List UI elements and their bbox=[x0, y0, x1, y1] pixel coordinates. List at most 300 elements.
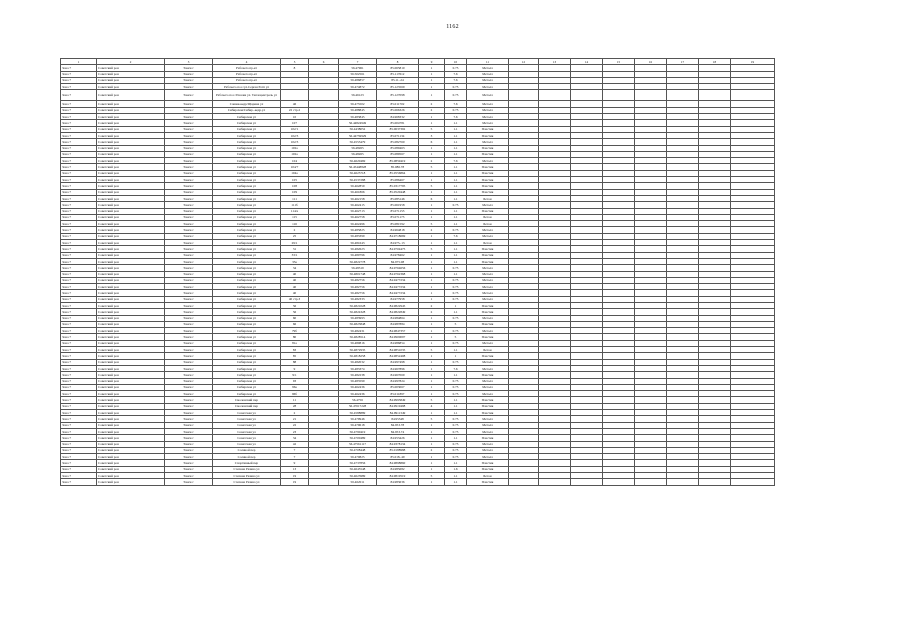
table-cell: 1 bbox=[419, 177, 445, 183]
table-cell: Советский рон bbox=[97, 277, 165, 283]
table-cell: 56.462713 bbox=[339, 208, 377, 214]
table-cell: 85.123569 bbox=[377, 84, 419, 90]
table-cell: Зона 7 bbox=[61, 164, 97, 170]
table-cell: 85.085146 bbox=[377, 195, 419, 201]
table-cell: 56.482756 bbox=[339, 277, 377, 283]
table-cell: Сибирская ул bbox=[213, 240, 281, 246]
table-cell: Металл bbox=[467, 391, 509, 397]
table-cell: 56.482623 bbox=[339, 246, 377, 252]
table-cell: Томск г bbox=[165, 221, 213, 227]
table-cell: Рабочего пр-кт bbox=[213, 71, 281, 77]
table-cell: 5 bbox=[419, 473, 445, 479]
table-cell: 1 bbox=[419, 460, 445, 466]
table-cell: Металл bbox=[467, 202, 509, 208]
table-cell: 56.47561117 bbox=[339, 441, 377, 447]
table-cell: Сибирская ул bbox=[213, 164, 281, 170]
table-cell: 56.462011 bbox=[339, 479, 377, 485]
table-cell: Металл bbox=[467, 265, 509, 271]
table-cell: 0.75 bbox=[445, 340, 467, 346]
table-cell: 22 bbox=[281, 422, 309, 428]
table-cell: 85 bbox=[281, 353, 309, 359]
table-cell: Зона 7 bbox=[61, 258, 97, 264]
table-cell: 85.089567 bbox=[377, 151, 419, 157]
table-cell: Советский рон bbox=[97, 145, 165, 151]
table-cell: Томск г bbox=[165, 359, 213, 365]
table-cell: Зона 7 bbox=[61, 101, 97, 107]
column-number: 8 bbox=[377, 59, 419, 65]
table-cell: Томск г bbox=[165, 126, 213, 132]
table-cell: Зона 7 bbox=[61, 441, 97, 447]
table-cell: Сибирская ул bbox=[213, 183, 281, 189]
table-cell: 84.977958 bbox=[377, 296, 419, 302]
table-cell: Пластик bbox=[467, 258, 509, 264]
table-cell bbox=[509, 479, 539, 485]
table-cell: Зона 7 bbox=[61, 284, 97, 290]
table-cell: Советский рон bbox=[97, 334, 165, 340]
table-cell: Пластик bbox=[467, 403, 509, 409]
table-cell: 0.75 bbox=[445, 454, 467, 460]
table-cell: 1 bbox=[419, 214, 445, 220]
table-cell: 0.75 bbox=[445, 422, 467, 428]
table-cell: 1 bbox=[419, 296, 445, 302]
table-cell: Сибирская ул bbox=[213, 265, 281, 271]
table-cell: 0.75 bbox=[445, 359, 467, 365]
table-cell: 0.75 bbox=[445, 290, 467, 296]
table-cell: Советский рон bbox=[97, 139, 165, 145]
table-cell: 56.479946 bbox=[339, 416, 377, 422]
table-cell: 40 bbox=[281, 271, 309, 277]
table-cell: 84.95348 bbox=[377, 416, 419, 422]
table-cell: Сибирская ул bbox=[213, 296, 281, 302]
table-cell: Сибирская ул bbox=[213, 328, 281, 334]
table-cell: Зона 7 bbox=[61, 460, 97, 466]
table-cell: 84.9847357 bbox=[377, 328, 419, 334]
table-cell: Сибирская ул bbox=[213, 189, 281, 195]
table-cell: 85.081592 bbox=[377, 221, 419, 227]
table-cell: 81а bbox=[281, 340, 309, 346]
table-cell: 116 bbox=[281, 221, 309, 227]
table-cell: 85.065810 bbox=[377, 65, 419, 71]
table-cell: 2 bbox=[281, 227, 309, 233]
table-cell: Сибирская ул bbox=[213, 391, 281, 397]
table-cell: 0.75 bbox=[445, 202, 467, 208]
table-cell: Сибирская ул bbox=[213, 290, 281, 296]
table-cell: Зона 7 bbox=[61, 271, 97, 277]
table-cell: Сибирская/Сибир.-кедр.ул bbox=[213, 107, 281, 113]
table-cell: 1 bbox=[419, 353, 445, 359]
table-cell: 84.985682 bbox=[377, 466, 419, 472]
table-cell: 8 bbox=[281, 65, 309, 71]
table-cell: Зона 7 bbox=[61, 359, 97, 365]
table-cell: Зона 7 bbox=[61, 221, 97, 227]
table-cell: Металл bbox=[467, 315, 509, 321]
table-cell: Сибирская ул bbox=[213, 353, 281, 359]
table-cell: 56.4645548 bbox=[339, 466, 377, 472]
table-cell: 84.9852408 bbox=[377, 353, 419, 359]
table-cell: 0.75 bbox=[445, 107, 467, 113]
table-cell: Сибирская ул bbox=[213, 384, 281, 390]
table-cell: 0.75 bbox=[445, 90, 467, 101]
table-cell: 1 bbox=[419, 435, 445, 441]
table-cell: Советский рон bbox=[97, 403, 165, 409]
table-cell: Советский рон bbox=[97, 84, 165, 90]
table-cell: Пластик bbox=[467, 410, 509, 416]
table-cell: Сибирская ул bbox=[213, 233, 281, 239]
table-cell: 2 bbox=[419, 158, 445, 164]
table-cell: 1 bbox=[419, 252, 445, 258]
table-cell: 56.486857 bbox=[339, 77, 377, 83]
table-cell: Советский рон bbox=[97, 397, 165, 403]
table-cell: Металл bbox=[467, 454, 509, 460]
table-cell: Зона 7 bbox=[61, 384, 97, 390]
column-number: 2 bbox=[97, 59, 165, 65]
table-cell: Рабочего пос./ул.Сергея Ротп ул bbox=[213, 84, 281, 90]
table-cell: 56.4756 bbox=[339, 397, 377, 403]
table-cell: Металл bbox=[467, 277, 509, 283]
table-cell: 104а bbox=[281, 170, 309, 176]
table-cell: 56.4588889 bbox=[339, 410, 377, 416]
table-cell: Сибирская ул bbox=[213, 221, 281, 227]
table-cell: 84.975.08 bbox=[377, 258, 419, 264]
table-cell: Томск г bbox=[165, 296, 213, 302]
table-cell: 1 bbox=[419, 321, 445, 327]
table-cell: Советская ул bbox=[213, 435, 281, 441]
table-cell bbox=[699, 90, 731, 101]
table-cell: Томск г bbox=[165, 391, 213, 397]
address-table bbox=[60, 58, 775, 486]
table-cell: 1 bbox=[419, 90, 445, 101]
table-cell: 84.953.74 bbox=[377, 428, 419, 434]
table-cell: Сибирская ул bbox=[213, 214, 281, 220]
table-cell: 56.45448828 bbox=[339, 164, 377, 170]
table-cell: 84.9851035 bbox=[377, 347, 419, 353]
table-cell: Томск г bbox=[165, 139, 213, 145]
table-cell: 56.48319 bbox=[339, 265, 377, 271]
table-cell: Смоленский пер bbox=[213, 403, 281, 409]
table-cell: Бетон bbox=[467, 347, 509, 353]
table-cell: 84.9819519 bbox=[377, 473, 419, 479]
table-cell: 56.482756 bbox=[339, 284, 377, 290]
table-cell: Зона 7 bbox=[61, 466, 97, 472]
table-cell: Советский рон bbox=[97, 164, 165, 170]
table-cell: 84.9822849 bbox=[377, 309, 419, 315]
table-cell: 1 bbox=[419, 334, 445, 340]
table-cell: 56.482032 bbox=[339, 359, 377, 365]
table-cell bbox=[603, 90, 635, 101]
table-cell: Зона 7 bbox=[61, 139, 97, 145]
table-cell: 85.066326 bbox=[377, 107, 419, 113]
table-cell: 0.75 bbox=[445, 428, 467, 434]
table-cell: Советская ул bbox=[213, 410, 281, 416]
table-cell: Сибирская ул bbox=[213, 158, 281, 164]
table-cell: 1.1 bbox=[445, 347, 467, 353]
table-cell: 79б bbox=[281, 328, 309, 334]
table-cell: Советский рон bbox=[97, 372, 165, 378]
table-cell: 5 bbox=[419, 246, 445, 252]
table-cell: Соляной пер bbox=[213, 447, 281, 453]
table-cell: 104/7 bbox=[281, 164, 309, 170]
table-cell: Сибирская ул bbox=[213, 284, 281, 290]
table-cell: Спортивный пер bbox=[213, 460, 281, 466]
table-cell: 23 bbox=[281, 428, 309, 434]
table-cell: 56.4790419 bbox=[339, 428, 377, 434]
table-cell: Томск г bbox=[165, 340, 213, 346]
table-cell: Сибирская ул bbox=[213, 258, 281, 264]
table-cell: Зона 7 bbox=[61, 340, 97, 346]
table-cell: 1.1 bbox=[445, 189, 467, 195]
table-cell: 1 bbox=[419, 202, 445, 208]
table-cell: Советский рон bbox=[97, 77, 165, 83]
table-cell: 0.75 bbox=[445, 227, 467, 233]
table-cell: 22 стр.2 bbox=[281, 107, 309, 113]
table-cell: Сибирская ул bbox=[213, 139, 281, 145]
table-cell: Зона 7 bbox=[61, 428, 97, 434]
table-cell: Томск г bbox=[165, 454, 213, 460]
table-cell: Томск г bbox=[165, 403, 213, 409]
table-cell: 42 bbox=[281, 441, 309, 447]
table-cell: Советский рон bbox=[97, 132, 165, 138]
table-cell: 84.967069 bbox=[377, 372, 419, 378]
table-cell: 84.9919498 bbox=[377, 403, 419, 409]
table-cell: 56.4824328 bbox=[339, 309, 377, 315]
table-cell: Томск г bbox=[165, 84, 213, 90]
column-number: 18 bbox=[699, 59, 731, 65]
table-cell: 56.475502 bbox=[339, 101, 377, 107]
table-cell: 31 bbox=[281, 246, 309, 252]
table-cell: 4 bbox=[419, 403, 445, 409]
table-cell: 19 bbox=[281, 479, 309, 485]
table-cell: 1.1 bbox=[445, 473, 467, 479]
table-cell: Томск г bbox=[165, 353, 213, 359]
table-cell: Томск г bbox=[165, 114, 213, 120]
table-cell: Сибирская ул bbox=[213, 252, 281, 258]
table-cell: Советский рон bbox=[97, 101, 165, 107]
table-cell: Томск г bbox=[165, 410, 213, 416]
table-cell: 56.4828514 bbox=[339, 334, 377, 340]
table-cell: 56 bbox=[281, 309, 309, 315]
table-cell: 1 bbox=[419, 277, 445, 283]
table-cell: 56.483399 bbox=[339, 233, 377, 239]
table-cell: 7.6 bbox=[445, 101, 467, 107]
table-cell: Томск г bbox=[165, 290, 213, 296]
table-cell bbox=[309, 479, 339, 485]
table-cell: 56.4553479 bbox=[339, 139, 377, 145]
table-cell: 109 bbox=[281, 189, 309, 195]
table-cell: Зона 7 bbox=[61, 120, 97, 126]
table-cell: Советский рон bbox=[97, 321, 165, 327]
table-cell: 1.1 bbox=[445, 460, 467, 466]
table-cell: Рабочего пр-кт bbox=[213, 65, 281, 71]
table-cell: 5 bbox=[419, 164, 445, 170]
table-cell: Зона 7 bbox=[61, 189, 97, 195]
table-cell: 102/1 bbox=[281, 126, 309, 132]
table-cell: Металл bbox=[467, 296, 509, 302]
table-cell: Советский рон bbox=[97, 65, 165, 71]
table-cell: Пластик bbox=[467, 177, 509, 183]
table-cell: 85.127098 bbox=[377, 90, 419, 101]
table-cell: Томск г bbox=[165, 183, 213, 189]
table-cell: Зона 7 bbox=[61, 473, 97, 479]
table-cell: Сибирская ул bbox=[213, 114, 281, 120]
table-cell: 1 bbox=[419, 233, 445, 239]
table-cell: 29/1 bbox=[281, 240, 309, 246]
table-cell: 0.75 bbox=[445, 315, 467, 321]
table-cell: Пластик bbox=[467, 435, 509, 441]
table-cell: Рабочего пр-кт bbox=[213, 77, 281, 83]
table-cell: Пластик bbox=[467, 460, 509, 466]
table-cell: 0.75 bbox=[445, 65, 467, 71]
table-cell: 2 bbox=[281, 410, 309, 416]
table-cell: Металл bbox=[467, 359, 509, 365]
table-cell: 1 bbox=[419, 77, 445, 83]
table-cell: Зона 7 bbox=[61, 391, 97, 397]
table-cell: 7.6 bbox=[445, 77, 467, 83]
table-cell: 13 bbox=[281, 466, 309, 472]
table-cell: 11 bbox=[281, 397, 309, 403]
table-cell: Сибирская ул bbox=[213, 302, 281, 308]
table-cell: 1.1 bbox=[445, 403, 467, 409]
table-cell: 1 bbox=[419, 271, 445, 277]
table-cell: Металл bbox=[467, 441, 509, 447]
table-cell: 3 bbox=[419, 132, 445, 138]
table-cell: Советский рон bbox=[97, 454, 165, 460]
table-cell: Зона 7 bbox=[61, 65, 97, 71]
table-cell: Советский рон bbox=[97, 309, 165, 315]
table-cell: 84.9898860 bbox=[377, 460, 419, 466]
table-cell: 85.086.78 bbox=[377, 164, 419, 170]
table-cell: 56.462158 bbox=[339, 195, 377, 201]
table-cell bbox=[699, 479, 731, 485]
table-cell: 2 bbox=[419, 101, 445, 107]
table-cell: 83 bbox=[281, 347, 309, 353]
table-cell: Металл bbox=[467, 114, 509, 120]
table-cell: 56.482756 bbox=[339, 290, 377, 296]
table-cell: 56.482333 bbox=[339, 296, 377, 302]
table-cell: Советский рон bbox=[97, 302, 165, 308]
table-cell: 84.968332 bbox=[377, 114, 419, 120]
table-cell: Томск г bbox=[165, 441, 213, 447]
table-cell: 40 bbox=[281, 284, 309, 290]
table-cell: Сибирская ул bbox=[213, 340, 281, 346]
table-cell: Металл bbox=[467, 422, 509, 428]
column-number: 7 bbox=[339, 59, 377, 65]
table-cell: 1.1 bbox=[445, 120, 467, 126]
table-cell: 84.9900097 bbox=[377, 334, 419, 340]
column-number: 9 bbox=[419, 59, 445, 65]
table-cell: 56.479618 bbox=[339, 422, 377, 428]
table-cell: Томск г bbox=[165, 233, 213, 239]
table-cell: Советский рон bbox=[97, 71, 165, 77]
table-cell: Сибирская ул bbox=[213, 151, 281, 157]
table-cell: 111б bbox=[281, 202, 309, 208]
table-cell: 84.984864 bbox=[377, 315, 419, 321]
table-cell: 1.1 bbox=[445, 145, 467, 151]
table-cell: 1 bbox=[419, 340, 445, 346]
table-cell: Зона 7 bbox=[61, 403, 97, 409]
table-cell: Томск г bbox=[165, 246, 213, 252]
table-cell: 1 bbox=[445, 302, 467, 308]
table-cell: Советский рон bbox=[97, 416, 165, 422]
table-cell: 1.1 bbox=[445, 258, 467, 264]
table-cell: Томск г bbox=[165, 189, 213, 195]
table-cell: 1 bbox=[419, 365, 445, 371]
table-cell: 84.953426 bbox=[377, 435, 419, 441]
table-cell: 84.967896 bbox=[377, 365, 419, 371]
table-cell: 33а bbox=[281, 258, 309, 264]
table-cell: Металл bbox=[467, 365, 509, 371]
table-cell: 1 bbox=[419, 258, 445, 264]
table-cell: 1 bbox=[419, 114, 445, 120]
table-cell: Пластик bbox=[467, 252, 509, 258]
table-cell: Советский рон bbox=[97, 460, 165, 466]
table-cell: 6 bbox=[419, 139, 445, 145]
table-cell: 56.461866 bbox=[339, 189, 377, 195]
table-cell: 84.997498 bbox=[377, 359, 419, 365]
table-cell: Сибирская ул bbox=[213, 202, 281, 208]
table-cell: 1.6 bbox=[445, 466, 467, 472]
table-cell: Зона 7 bbox=[61, 145, 97, 151]
table-cell: Томск г bbox=[165, 65, 213, 71]
table-cell: Советская ул bbox=[213, 428, 281, 434]
table-cell: Советский рон bbox=[97, 252, 165, 258]
table-cell bbox=[571, 90, 603, 101]
table-cell: Томск г bbox=[165, 208, 213, 214]
table-cell: Сибирская ул bbox=[213, 208, 281, 214]
table-cell: 84.986854 bbox=[377, 340, 419, 346]
table-cell: 0.75 bbox=[445, 384, 467, 390]
table-cell: Томск г bbox=[165, 227, 213, 233]
table-cell: Томск г bbox=[165, 428, 213, 434]
table-cell: Советский рон bbox=[97, 391, 165, 397]
table-cell: 56.4623989 bbox=[339, 473, 377, 479]
table-cell: 1.1 bbox=[445, 435, 467, 441]
table-cell: 85.089463 bbox=[377, 145, 419, 151]
table-cell: 85.061958 bbox=[377, 202, 419, 208]
table-cell: Сибирская ул bbox=[213, 170, 281, 176]
table-cell: Зона 7 bbox=[61, 170, 97, 176]
table-cell: 5 bbox=[419, 126, 445, 132]
table-cell: 2 bbox=[419, 309, 445, 315]
table-cell: 1 bbox=[419, 422, 445, 428]
table-row bbox=[61, 479, 775, 485]
table-cell: Зона 7 bbox=[61, 202, 97, 208]
table-cell: Советский рон bbox=[97, 365, 165, 371]
table-cell: 1 bbox=[419, 328, 445, 334]
table-cell: 84.9378134 bbox=[377, 441, 419, 447]
table-cell: Советский рон bbox=[97, 170, 165, 176]
table-cell: Томск г bbox=[165, 151, 213, 157]
table-cell: 111 bbox=[281, 195, 309, 201]
table-cell: Советский рон bbox=[97, 158, 165, 164]
table-cell: 1 bbox=[419, 284, 445, 290]
table-cell: 56.462415 bbox=[339, 202, 377, 208]
table-cell: Зона 7 bbox=[61, 416, 97, 422]
table-cell: Металл bbox=[467, 447, 509, 453]
column-number: 19 bbox=[731, 59, 775, 65]
table-cell: Советский рон bbox=[97, 246, 165, 252]
table-cell: Зона 7 bbox=[61, 107, 97, 113]
table-cell bbox=[309, 90, 339, 101]
table-cell: Пластик bbox=[467, 164, 509, 170]
table-cell bbox=[731, 479, 775, 485]
table-cell: 84.9704475 bbox=[377, 246, 419, 252]
table-cell: 56.4872935 bbox=[339, 347, 377, 353]
table-cell bbox=[539, 479, 571, 485]
column-number: 13 bbox=[539, 59, 571, 65]
table-cell: 0.75 bbox=[445, 391, 467, 397]
table-cell: 108 bbox=[281, 183, 309, 189]
table-cell: 56.485825 bbox=[339, 227, 377, 233]
